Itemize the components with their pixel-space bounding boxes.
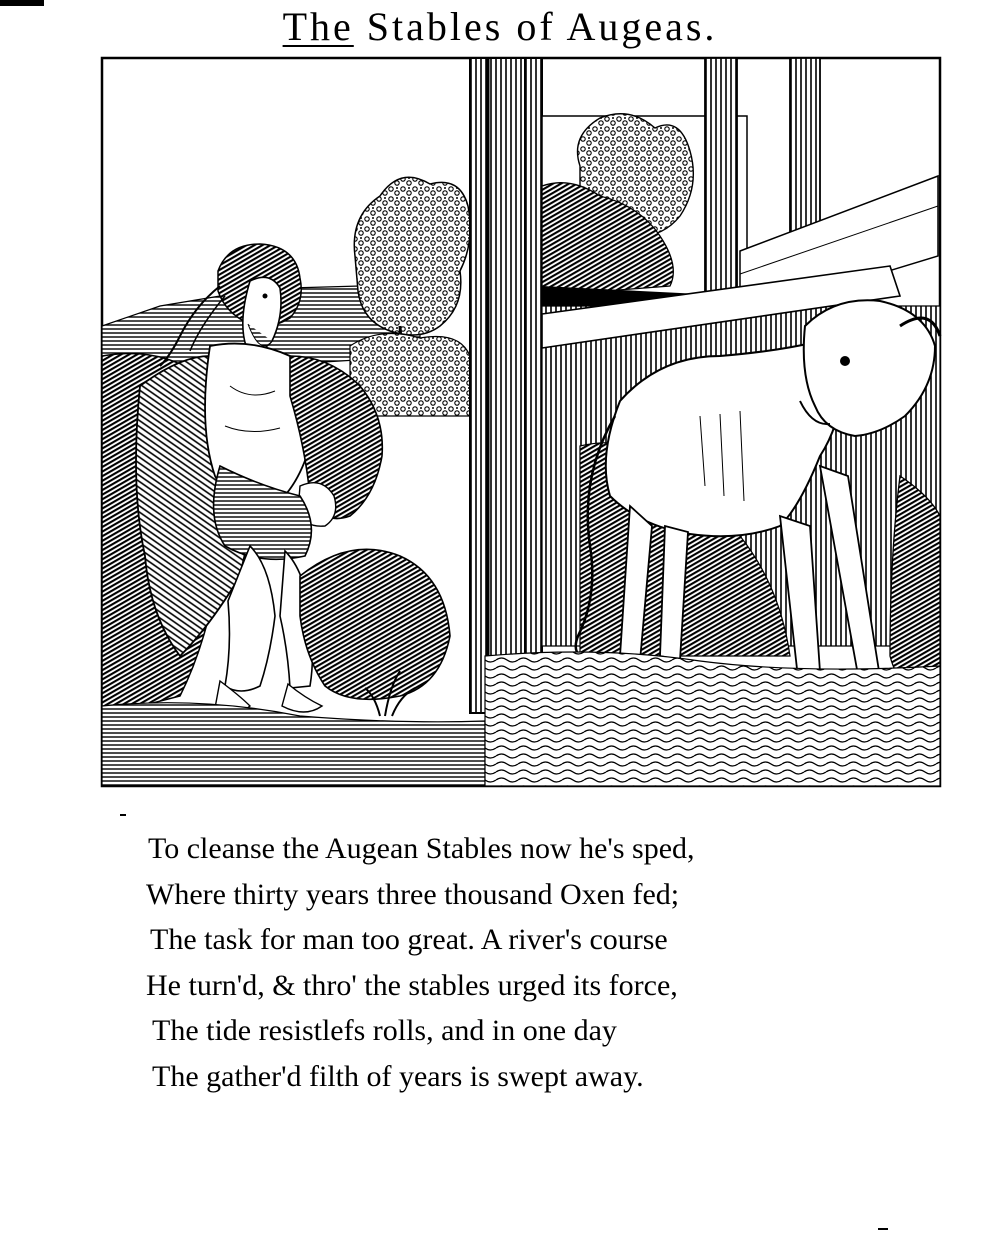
verse-line: The tide resistlefs rolls, and in one day	[152, 1014, 617, 1048]
verse-line: The gather'd filth of years is swept away.	[152, 1059, 644, 1093]
verse-line: To cleanse the Augean Stables now he's sped,	[148, 832, 695, 865]
verse-text	[142, 826, 922, 1100]
verse-line: The task for man too great. A river's course	[150, 923, 668, 957]
stable-pillar	[470, 58, 542, 713]
page-title	[0, 4, 1000, 50]
verse-line: Where thirty years three thousand Oxen fed;	[146, 877, 680, 911]
engraving-illustration	[100, 56, 942, 788]
verse-line: He turn'd, & thro' the stables urged its force,	[146, 968, 678, 1002]
ink-speck	[878, 1228, 888, 1230]
title-first-word: The	[282, 4, 354, 49]
ink-speck	[120, 814, 126, 816]
title-rest: Stables of Augeas.	[366, 4, 718, 49]
